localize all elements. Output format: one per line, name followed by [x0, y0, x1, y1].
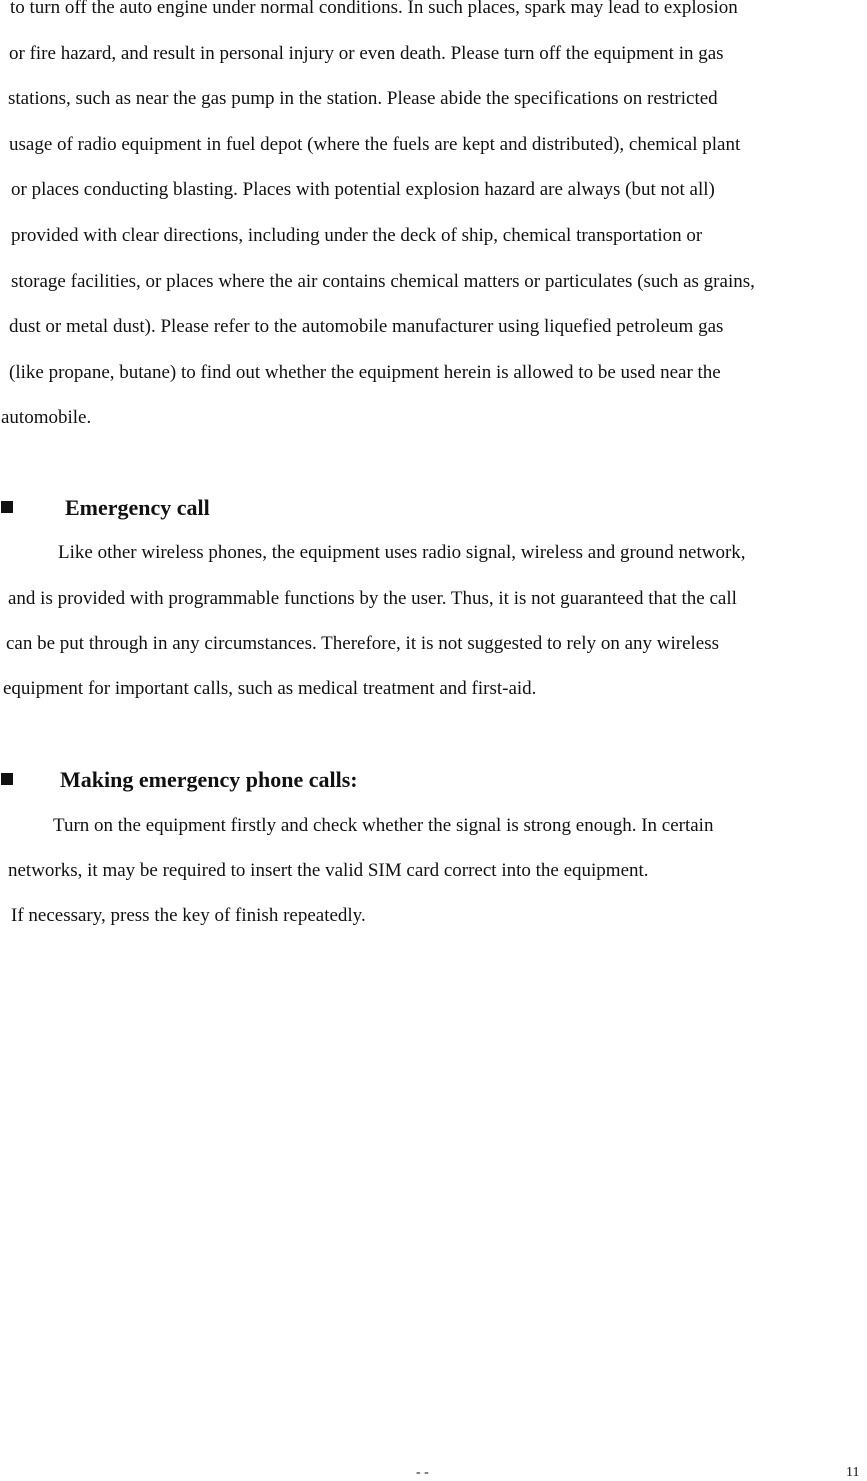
- body-text-line: networks, it may be required to insert the valid SIM card correct into the equipment.: [8, 860, 649, 881]
- body-text-line: If necessary, press the key of finish repeatedly.: [11, 905, 366, 926]
- body-text-line: stations, such as near the gas pump in the station. Please abide the specifications on restricted: [8, 88, 718, 109]
- body-text-line: dust or metal dust). Please refer to the automobile manufacturer using liquefied petroleum gas: [9, 316, 724, 337]
- body-text-line: Like other wireless phones, the equipment uses radio signal, wireless and ground network,: [58, 542, 746, 563]
- body-text-line: to turn off the auto engine under normal conditions. In such places, spark may lead to explosion: [10, 0, 738, 18]
- body-text-line: storage facilities, or places where the air contains chemical matters or particulates (such as grains,: [11, 271, 755, 292]
- body-text-line: or places conducting blasting. Places with potential explosion hazard are always (but not all): [11, 179, 715, 200]
- section-bullet-icon: [1, 773, 13, 785]
- body-text-line: automobile.: [1, 407, 92, 428]
- page-number: 11: [846, 1465, 860, 1480]
- section-heading-making-calls: Making emergency phone calls:: [60, 767, 358, 792]
- section-heading-emergency-call: Emergency call: [65, 495, 210, 520]
- body-text-line: equipment for important calls, such as medical treatment and first-aid.: [3, 678, 537, 699]
- body-text-line: can be put through in any circumstances. Therefore, it is not suggested to rely on any wireless: [6, 633, 720, 654]
- body-text-line: (like propane, butane) to find out whether the equipment herein is allowed to be used near the: [9, 362, 721, 383]
- body-text-line: or fire hazard, and result in personal injury or even death. Please turn off the equipment in gas: [9, 43, 724, 64]
- body-text-line: and is provided with programmable functions by the user. Thus, it is not guaranteed that the call: [8, 588, 737, 609]
- body-text-line: usage of radio equipment in fuel depot (where the fuels are kept and distributed), chemical plant: [9, 134, 741, 155]
- section-bullet-icon: [1, 501, 13, 513]
- body-text-line: Turn on the equipment firstly and check whether the signal is strong enough. In certain: [53, 815, 714, 836]
- body-text-line: provided with clear directions, including under the deck of ship, chemical transportation or: [11, 225, 703, 246]
- footer-center-mark: - -: [416, 1465, 429, 1480]
